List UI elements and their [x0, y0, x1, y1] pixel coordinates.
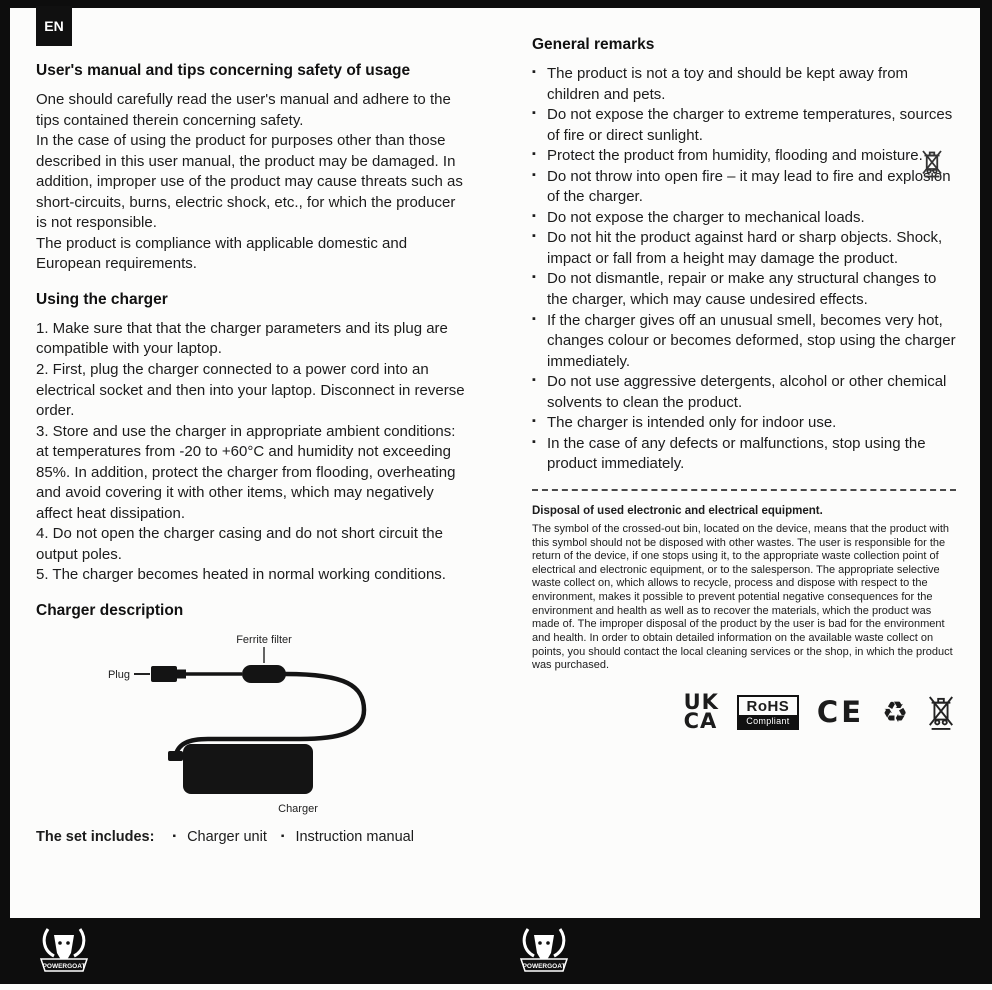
usage-step: 2. First, plug the charger connected to a power cord into an electrical socket and then into your laptop. Disconnect in reverse order. — [36, 361, 465, 420]
ce-mark: CE — [816, 695, 864, 730]
powergoat-wordmark: POWERGOAT — [42, 963, 86, 970]
page-border-right — [980, 0, 992, 984]
compliance-marks-row — [532, 689, 956, 734]
ukca-mark — [683, 689, 719, 734]
safety-intro — [36, 90, 468, 275]
charger-body-shape — [183, 744, 313, 794]
plug-label: Plug — [107, 669, 130, 682]
rohs-mark — [737, 695, 799, 730]
page-border-left — [0, 0, 10, 984]
powergoat-wordmark: POWERGOAT — [522, 963, 566, 970]
bullet-square: ▪ — [172, 831, 177, 843]
left-column — [36, 62, 468, 845]
disposal-heading: Disposal of used electronic and electrical equipment. — [532, 504, 823, 517]
remark-item: ▪ The product is not a toy and should be kept away from children and pets. — [532, 64, 956, 105]
remark-item: ▪ Do not hit the product against hard or sharp objects. Shock, impact or fall from a height may damage the product. — [532, 228, 956, 269]
disposal-body: The symbol of the crossed-out bin, located on the device, means that the product with this symbol should not be disposed with other wastes. The user is responsible for the return of the device, if one stops using it, to the appropriate waste collection point of electrical and electronic equipment, or to the salesperson. The appropriate selective waste collect on, which allows to recycle, process and dispose with respect to the environment, makes it possible to prevent potential negative consequences for the environment and health as well as to recover the materials, which the product was made of. The improper disposal of the product by the user is bad for the environment and health. In order to obtain detailed information on the available waste collect on points, you should contact the local cleaning services or the shop, in which the product was purchased. — [532, 522, 953, 672]
right-column — [532, 36, 956, 734]
usage-step: 4. Do not open the charger casing and do not short circuit the output poles. — [36, 525, 443, 563]
remark-item: ▪ Protect the product from humidity, flooding and moisture. — [532, 146, 956, 167]
cable-shape — [176, 674, 364, 754]
remark-item: ▪ Do not use aggressive detergents, alcohol or other chemical solvents to clean the product. — [532, 372, 956, 413]
remark-item: ▪ If the charger gives off an unusual smell, becomes very hot, changes colour or becomes deformed, stop using the charger immediately. — [532, 311, 956, 373]
safety-heading: User's manual and tips concerning safety of usage — [36, 62, 411, 79]
recycle-icon: ♻ — [882, 694, 908, 729]
intro-line: The product is compliance with applicable domestic and European requirements. — [36, 234, 408, 273]
plug-shape — [151, 666, 177, 682]
remark-item: ▪ Do not throw into open fire – it may lead to fire and explosion of the charger. — [532, 167, 956, 208]
rohs-compliant-label: Compliant — [739, 715, 797, 728]
intro-line: One should carefully read the user's manual and adhere to the tips contained therein concerning safety. — [36, 91, 451, 129]
ferrite-filter-shape — [242, 665, 286, 683]
usage-step: 5. The charger becomes heated in normal working conditions. — [36, 566, 446, 584]
charger-label: Charger — [278, 803, 318, 816]
charger-description-heading: Charger description — [36, 602, 184, 620]
intro-line: In the case of using the product for purposes other than those described in this user manual, the product may be damaged. In addition, improper use of the product may cause threats such as short-circuits, burns, electric shock, etc., for which the producer is not responsible. — [36, 132, 463, 232]
remark-item: ▪ In the case of any defects or malfunctions, stop using the product immediately. — [532, 434, 956, 475]
usage-step: 3. Store and use the charger in appropriate ambient conditions: at temperatures from -20 to +60°C and humidity not exceeding 85%. In addition, protect the charger from flooding, overheating and avoid covering it with other items, which may negatively affect heat dissipation. — [36, 422, 456, 522]
dashed-divider — [532, 489, 956, 491]
set-item: Charger unit — [187, 829, 267, 846]
remark-item: ▪ Do not expose the charger to mechanical loads. — [532, 208, 956, 229]
using-charger-heading: Using the charger — [36, 290, 168, 308]
charger-diagram — [36, 630, 468, 823]
set-item: Instruction manual — [295, 829, 414, 846]
set-includes-label: The set includes: — [36, 829, 155, 846]
crossed-out-bin-icon — [926, 693, 956, 731]
footer-band — [0, 918, 992, 984]
rohs-label: RoHS — [746, 697, 790, 715]
set-includes-line — [36, 829, 468, 845]
remark-item: ▪ The charger is intended only for indoor use. — [532, 413, 956, 434]
powergoat-logo — [518, 925, 570, 977]
powergoat-logo — [38, 925, 90, 977]
general-remarks-heading: General remarks — [532, 36, 655, 53]
bullet-square: ▪ — [280, 831, 285, 843]
usage-step: 1. Make sure that that the charger parameters and its plug are compatible with your laptop. — [36, 319, 448, 358]
page-border-top — [0, 0, 992, 8]
ukca-top: UK — [683, 689, 719, 714]
crossed-out-bin-icon — [920, 148, 944, 178]
remark-item: ▪ Do not dismantle, repair or make any structural changes to the charger, which may cause undesired effects. — [532, 269, 956, 310]
ferrite-filter-label: Ferrite filter — [236, 634, 292, 647]
remark-item: ▪ Do not expose the charger to extreme temperatures, sources of fire or direct sunlight. — [532, 105, 956, 146]
usage-steps — [36, 319, 468, 586]
language-badge: EN — [36, 6, 72, 46]
ukca-bottom: CA — [683, 709, 718, 734]
general-remarks-list — [532, 64, 956, 475]
charger-diagram-drawing — [36, 630, 468, 818]
